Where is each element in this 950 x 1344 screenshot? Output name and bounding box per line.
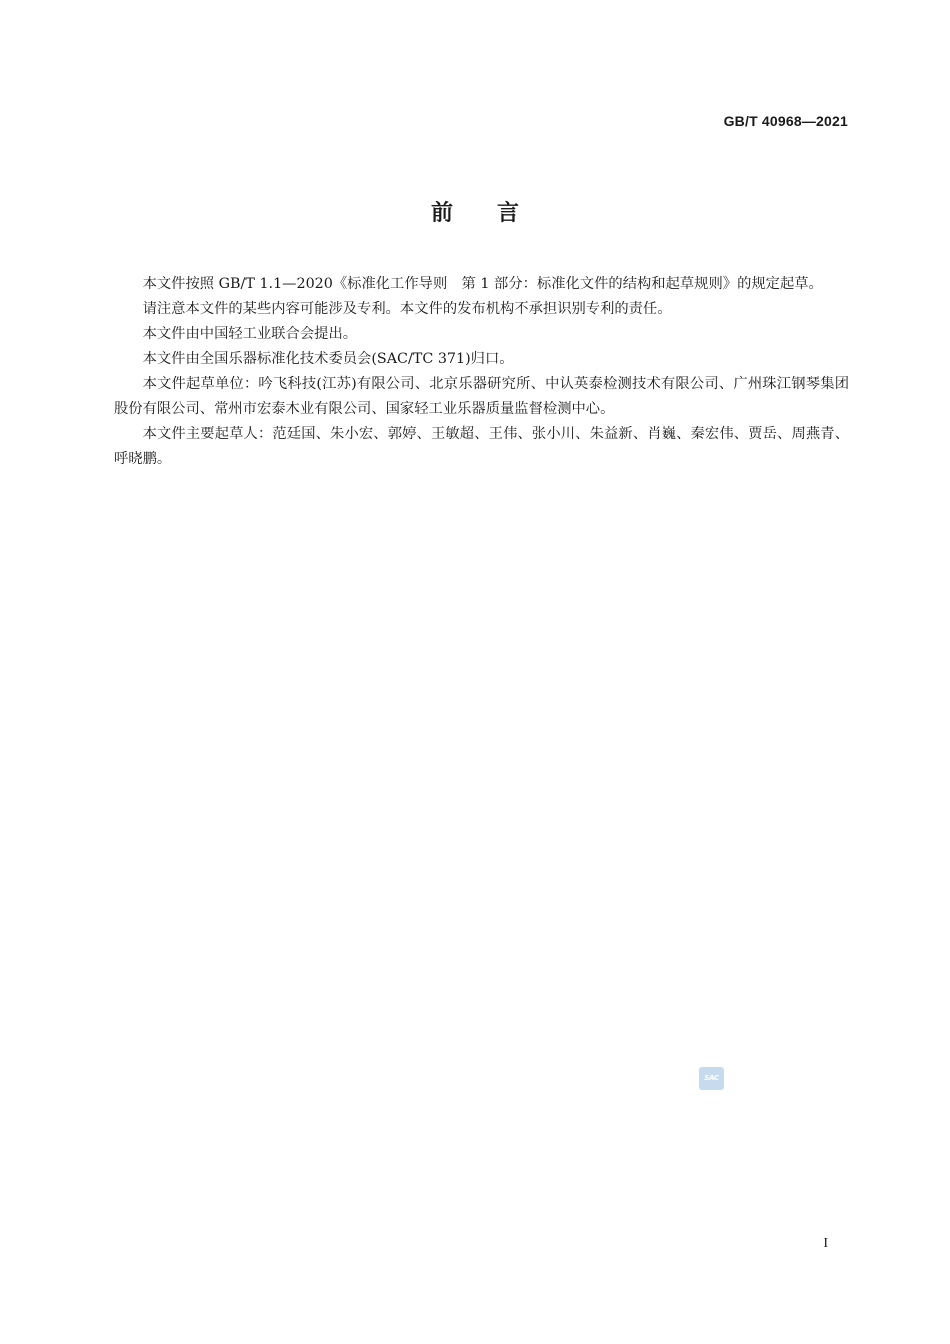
page-number: I	[823, 1236, 828, 1251]
paragraph-patent-notice: 请注意本文件的某些内容可能涉及专利。本文件的发布机构不承担识别专利的责任。	[142, 301, 672, 317]
sac-watermark-logo: SAC	[699, 1067, 724, 1090]
paragraph-technical-committee: 本文件由全国乐器标准化技术委员会(SAC/TC 371)归口。	[142, 351, 514, 367]
foreword-body	[114, 272, 849, 472]
paragraph-proposer: 本文件由中国轻工业联合会提出。	[142, 326, 358, 342]
paragraph-drafters: 本文件主要起草人：范廷国、朱小宏、郭婷、王敏超、王伟、张小川、朱益新、肖巍、秦宏伟、贾岳、周燕青、呼晓鹏。	[114, 426, 849, 467]
paragraph-drafting-units: 本文件起草单位：吟飞科技(江苏)有限公司、北京乐器研究所、中认英泰检测技术有限公司、广州珠江钢琴集团股份有限公司、常州市宏泰木业有限公司、国家轻工业乐器质量监督检测中心。	[114, 376, 849, 417]
document-code: GB/T 40968—2021	[723, 113, 848, 129]
paragraph-drafting-rules: 本文件按照 GB/T 1.1—2020《标准化工作导则 第 1 部分：标准化文件的结构和起草规则》的规定起草。	[142, 276, 823, 292]
page-title: 前 言	[430, 201, 519, 226]
